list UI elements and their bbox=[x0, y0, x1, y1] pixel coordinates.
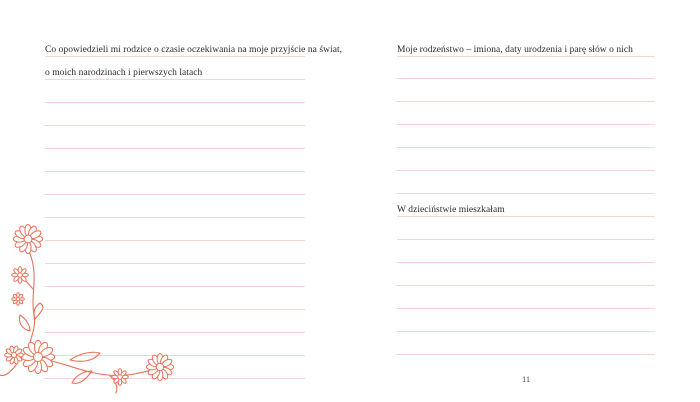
writing-line bbox=[397, 147, 655, 148]
writing-line bbox=[45, 125, 305, 126]
writing-line bbox=[397, 124, 655, 125]
writing-line bbox=[397, 170, 655, 171]
small-flower-icon bbox=[112, 369, 129, 386]
writing-line bbox=[397, 216, 655, 217]
left-prompt-line-1: Co opowiedzieli mi rodzice o czasie oczekiwania na moje przyjście na świat, bbox=[45, 45, 343, 55]
writing-line bbox=[397, 56, 655, 57]
writing-line bbox=[397, 354, 655, 355]
writing-line bbox=[45, 148, 305, 149]
small-flower-icon bbox=[12, 293, 24, 305]
right-page bbox=[350, 0, 700, 402]
writing-line bbox=[45, 56, 305, 57]
writing-line bbox=[45, 194, 305, 195]
writing-line bbox=[397, 239, 655, 240]
writing-line bbox=[45, 79, 305, 80]
large-flower-icon bbox=[13, 224, 42, 253]
left-prompt-line-2: o moich narodzinach i pierwszych latach bbox=[45, 68, 203, 78]
writing-line bbox=[397, 308, 655, 309]
writing-line bbox=[397, 331, 655, 332]
small-flower-icon bbox=[12, 267, 29, 284]
small-flower-icon bbox=[5, 345, 24, 364]
writing-line bbox=[45, 102, 305, 103]
childhood-home-prompt: W dzieciństwie mieszkałam bbox=[397, 205, 505, 215]
writing-line bbox=[397, 101, 655, 102]
large-flower-icon bbox=[146, 353, 173, 380]
flower-vine-icon bbox=[0, 215, 200, 402]
writing-line bbox=[397, 193, 655, 194]
writing-line bbox=[45, 171, 305, 172]
large-flower-icon bbox=[21, 340, 54, 373]
writing-line bbox=[397, 78, 655, 79]
siblings-prompt: Moje rodzeństwo – imiona, daty urodzenia i parę słów o nich bbox=[397, 45, 633, 55]
writing-line bbox=[397, 262, 655, 263]
page-number: 11 bbox=[522, 374, 531, 384]
writing-line bbox=[397, 285, 655, 286]
